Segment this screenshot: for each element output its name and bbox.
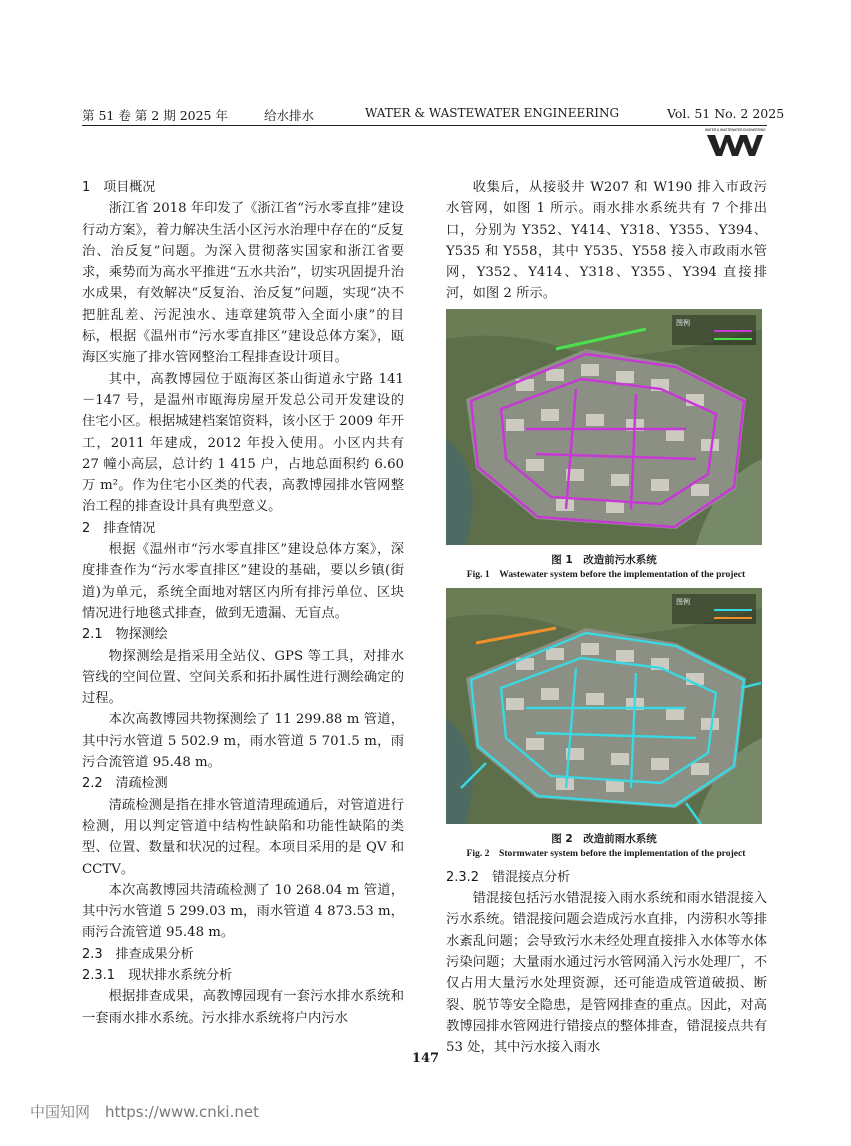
- body-paragraph: 本次高教博园共清疏检测了 10 268.04 m 管道，其中污水管道 5 299.03 m，雨水管道 4 873.53 m，雨污合流管道 95.48 m。: [82, 882, 404, 941]
- body-paragraph: 其中，高教博园位于瓯海区茶山街道永宁路 141－147 号，是温州市瓯海房屋开发总公司开发建设的住宅小区。根据城建档案馆资料，该小区于 2009 年开工，2011 年建成，2012 年投入使用。小区内共有 27 幢小高层，总计约 1 415 户，占地总面积约 6.60 万 m²。作为住宅小区类的代表，高教博园排水管网整治工程的排查设计具有典型意义。: [82, 371, 404, 515]
- left-column: [82, 177, 404, 1029]
- cnki-watermark: 中国知网 https://www.cnki.net: [30, 1103, 259, 1121]
- figure-1: [446, 309, 762, 588]
- right-top-paragraph: 收集后，从接驳井 W207 和 W190 排入市政污水管网，如图 1 所示。雨水排水系统共有 7 个排出口，分别为 Y352、Y414、Y318、Y355、Y394、Y535 和 Y558，其中 Y535、Y558 接入市政雨水管网，Y352、Y414、Y318、Y355、Y394 直接排河，如图 2 所示。: [446, 180, 767, 302]
- figure-2-caption-en: Fig. 2 Stormwater system before the implementation of the project: [466, 847, 746, 859]
- body-paragraph: 根据排查成果，高教博园现有一套污水排水系统和一套雨水排水系统。污水排水系统将户内污水: [82, 989, 404, 1026]
- section-heading: 2 排查情况: [82, 520, 156, 536]
- body-paragraph: 清疏检测是指在排水管道清理疏通后，对管道进行检测，用以判定管道中结构性缺陷和功能性缺陷的类型、位置、数量和状况的过程。本项目采用的是 QV 和 CCTV。: [82, 797, 404, 877]
- figure-1-caption-cn: 图 1 改造前污水系统: [551, 553, 657, 566]
- figure-1-legend-title: 图例: [676, 318, 690, 327]
- figure-1-caption-en: Fig. 1 Wastewater system before the implementation of the project: [466, 568, 746, 580]
- right-bottom-text: [446, 867, 767, 1059]
- section-heading: 2.2 清疏检测: [82, 776, 168, 792]
- header-volume-en: Vol. 51 No. 2 2025: [667, 106, 785, 121]
- header-volume-cn: 第 51 卷 第 2 期 2025 年: [82, 108, 228, 123]
- page-number: 147: [411, 1051, 440, 1066]
- section-heading: 2.1 物探测绘: [82, 627, 168, 643]
- body-paragraph: 根据《温州市“污水零直排区”建设总体方案》，深度排查作为“污水零直排区”建设的基础，要以乡镇(街道)为单元，系统全面地对辖区内所有排污单位、区块情况进行地毯式排查，做到无遗漏、无盲点。: [82, 542, 404, 621]
- logo-text: WATER & WASTEWATER ENGINEERING: [705, 128, 766, 132]
- figure-2-legend-title: 图例: [676, 597, 690, 606]
- figure-1-map: [446, 309, 762, 545]
- figure-2-map: [446, 588, 762, 824]
- body-paragraph: 错混接包括污水错混接入雨水系统和雨水错混接入污水系统。错混接问题会造成污水直排，内涝积水等排水紊乱问题；会导致污水未经处理直接排入水体等水体污染问题；大量雨水通过污水管网涌入污水处理厂，不仅占用大量污水处理资源，还可能造成管道破损、断裂、脱节等安全隐患，是管网排查的重点。因此，对高教博园排水管网进行错接点的整体排查，错混接点共有 53 处，其中污水接入雨水: [446, 891, 767, 1056]
- section-heading: 2.3 排查成果分析: [82, 946, 194, 962]
- figure-2: [446, 588, 762, 867]
- header-rule: [82, 125, 767, 126]
- header-journal-cn: 给水排水: [264, 108, 315, 123]
- body-paragraph: 本次高教博园共物探测绘了 11 299.88 m 管道，其中污水管道 5 502.9 m，雨水管道 5 701.5 m，雨污合流管道 95.48 m。: [82, 712, 404, 771]
- section-heading: 2.3.2 错混接点分析: [446, 869, 571, 885]
- section-heading: 1 项目概况: [82, 180, 156, 195]
- header-journal-en: WATER & WASTEWATER ENGINEERING: [365, 106, 620, 120]
- section-heading: 2.3.1 现状排水系统分析: [82, 967, 233, 983]
- figure-2-caption-cn: 图 2 改造前雨水系统: [551, 832, 657, 845]
- right-column: [446, 177, 767, 1058]
- body-paragraph: 浙江省 2018 年印发了《浙江省“污水零直排”建设行动方案》，着力解决生活小区污水治理中存在的“反复治、治反复”问题。为深入贯彻落实国家和浙江省要求，乘势而为高水平推进“五水共治”，切实巩固提升治水成果，有效解决“反复治、治反复”问题，实现“决不把脏乱差、污泥浊水、违章建筑带入全面小康”的目标，根据《温州市“污水零直排区”建设总体方案》，瓯海区实施了排水管网整治工程排查设计项目。: [82, 201, 404, 366]
- journal-logo: [705, 127, 767, 157]
- body-paragraph: 物探测绘是指采用全站仪、GPS 等工具，对排水管线的空间位置、空间关系和拓扑属性进行测绘确定的过程。: [82, 648, 404, 707]
